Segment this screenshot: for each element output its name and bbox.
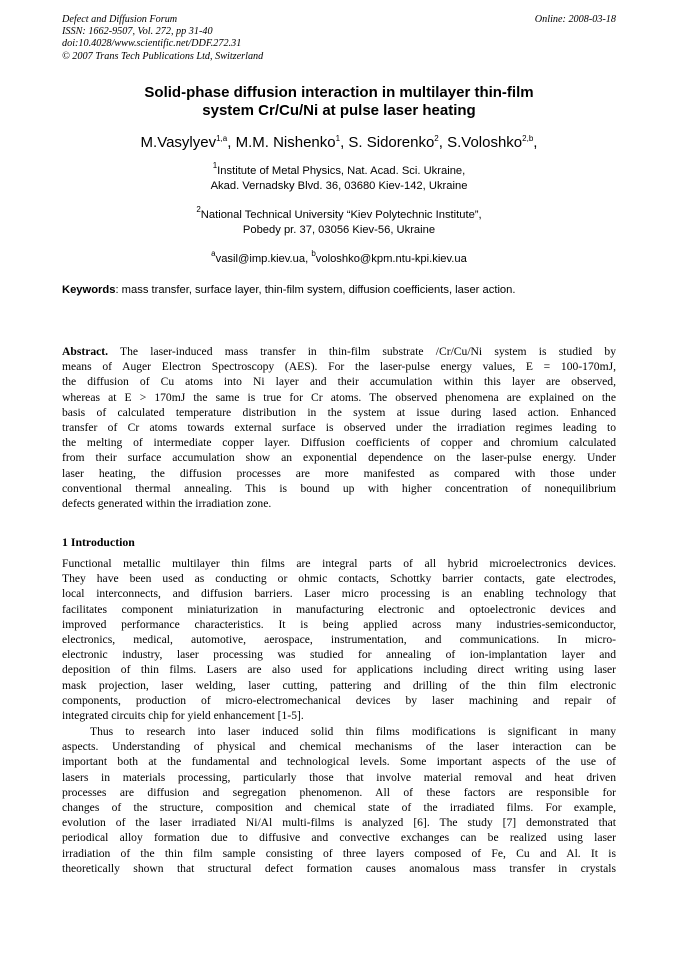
abstract-line: laser heating, the diffusion processes are more manifested as compared with those under [62,466,616,480]
body-line: changes of the structure, composition and chemical state of the irradiated films. For example, [62,800,616,814]
abstract-label: Abstract. [62,345,109,358]
author-affiliation-mark: 2,b [522,134,534,143]
author-name: M.Vasylyev [140,134,217,151]
body-line: lasers in materials processing, particularly those that involve material removal and heat driven [62,770,616,784]
title-line-1: Solid-phase diffusion interaction in multilayer thin-film [144,84,534,101]
affiliation-2 [62,205,616,238]
author-affiliation-mark: 2 [434,134,439,143]
author-separator: , [533,134,538,151]
abstract-line: the melting of intermediate copper layer. Diffusion coefficients of copper and chromium calculated [62,436,616,450]
author-separator: , [438,134,448,151]
email-mark: a [211,249,216,258]
abstract-line: whereas at E > 170mJ the same is true for Cr atoms. The observed phenomena are explained on the [62,390,616,404]
abstract-line: means of Auger Electron Spectroscopy (AES). For the laser-pulse energy values, E = 100-170mJ, [62,360,616,374]
body-line: theoretically shown that structural defect formation causes anomalous mass transfer in crystals [62,861,616,875]
doi-line: doi:10.4028/www.scientific.net/DDF.272.31 [62,38,242,50]
keywords-label: Keywords [62,284,116,296]
body-line: periodical alloy formation due to diffusive and convective exchanges can be realized using laser [62,831,616,845]
introduction-paragraph-2 [62,724,616,876]
author-affiliation-mark: 1,a [216,134,228,143]
abstract-line: basis of calculated temperature distribution in the system at issue during lased action. Enhanced [62,405,616,419]
email-link[interactable]: voloshko@kpm.ntu-kpi.kiev.ua [315,253,467,265]
section-heading: 1 Introduction [62,535,135,549]
body-line: processes are diffusion and segregation phenomenon. All of these factors are responsible for [62,785,616,799]
affiliation-line: Akad. Vernadsky Blvd. 36, 03680 Kiev-142, Ukraine [210,180,468,192]
abstract-line: defects generated within the irradiation zone. [62,496,272,510]
email-mark: b [311,249,316,258]
body-line: local interconnects, and diffusion barriers. Laser micro processing is an enabling technology that [62,587,616,601]
keywords [62,283,616,298]
author-name: M.M. Nishenko [235,134,336,151]
author-name: S. Sidorenko [348,134,435,151]
author-separator: , [340,134,349,151]
paper-title [62,84,616,120]
abstract-line: transfer of Cr atoms towards external surface is observed under the irradiation regimes leading to [62,420,616,434]
body-line: aspects. Understanding of physical and chemical mechanisms of the laser interaction can be [62,740,616,754]
body-line: They have been used as conducting or ohmic contacts, Schottky barrier contacts, gate electrodes, [62,572,616,586]
contact-emails [62,249,616,267]
body-line: facilitates component miniaturization in manufacturing electronic and optoelectronic devices and [62,602,616,616]
abstract-line: from their surface accumulation show an exponential dependence on the laser-pulse energy. Under [62,451,616,465]
author-list [62,134,616,152]
copyright-line: © 2007 Trans Tech Publications Ltd, Switzerland [62,50,264,62]
body-line: electronics, medical, automotive, aerospace, instrumentation, and communications. In micro- [62,632,616,646]
author-separator: , [227,134,236,151]
body-line: integrated circuits chip for yield enhancement [1-5]. [62,708,304,722]
keywords-text: : mass transfer, surface layer, thin-film system, diffusion coefficients, laser action. [115,284,516,296]
body-line: mask projection, laser welding, laser cutting, pattering and drilling of the thin film electronic [62,678,616,692]
abstract [62,344,616,511]
journal-header [62,14,616,63]
title-line-2: system Cr/Cu/Ni at pulse laser heating [202,102,476,119]
body-line: improved performance characteristics. It is being applied across many industries-semiconductor, [62,617,616,631]
body-line: important both at the fundamental and technological levels. Some important aspects of the use of [62,755,616,769]
body-line: irradiation of the thin film sample consisting of three layers composed of Fe, Cu and Al. It is [62,846,616,860]
author-affiliation-mark: 1 [335,134,341,143]
journal-name: Defect and Diffusion Forum [62,14,178,25]
introduction-paragraph-1 [62,556,616,723]
abstract-line: Abstract. The laser-induced mass transfer in thin-film substrate /Cr/Cu/Ni system is studied by [62,345,616,358]
body-line: electronic industry, laser processing was studied for annealing of ion-implantation layer and [62,648,616,662]
issn-line: ISSN: 1662-9507, Vol. 272, pp 31-40 [62,26,213,38]
email-link[interactable]: vasil@imp.kiev.ua, [215,253,312,265]
body-line: evolution of the laser irradiated Ni/Al multi-films is analyzed [6]. The study [7] demonstrated that [62,816,616,830]
body-line: deposition of thin films. Lasers are also used for applications including direct writing using laser [62,663,616,677]
body-line: components, production of micro-electromechanical devices by laser machining and repair of [62,693,616,707]
affiliation-mark: 2 [196,205,201,214]
body-line: Functional metallic multilayer thin films are integral parts of all hybrid microelectronics devices. [62,557,616,570]
affiliation-line: Pobedy pr. 37, 03056 Kiev-56, Ukraine [242,224,436,236]
affiliation-line: National Technical University “Kiev Polytechnic Institute”, [200,209,482,221]
body-line: Thus to research into laser induced solid thin films modifications is significant in many [90,725,616,738]
affiliation-line: Institute of Metal Physics, Nat. Acad. Sci. Ukraine, [217,165,466,177]
abstract-line: the diffusion of Cu atoms into Ni layer and their accumulation within this layer are observed, [62,375,616,389]
abstract-line: conventional thermal annealing. This is bound up with higher concentration of nonequilibrium [62,481,616,495]
online-date: Online: 2008-03-18 [534,14,616,25]
author-name: S.Voloshko [447,134,523,151]
affiliation-mark: 1 [212,161,218,170]
affiliation-1 [62,161,616,194]
